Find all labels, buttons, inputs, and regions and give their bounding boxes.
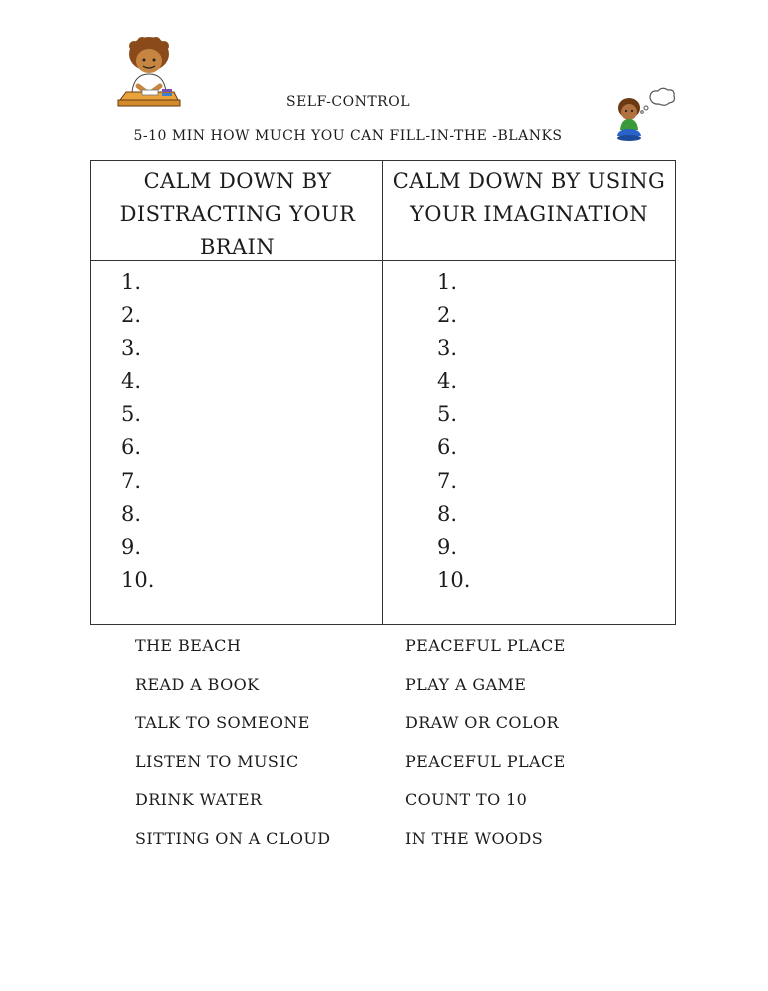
left-column-heading: CALM DOWN BY DISTRACTING YOUR BRAIN (119, 169, 356, 259)
list-item[interactable]: 5. (437, 402, 458, 427)
column-divider (382, 161, 383, 624)
list-item[interactable]: 5. (121, 402, 142, 427)
list-item[interactable]: 7. (437, 468, 458, 493)
list-item[interactable]: 2. (121, 303, 142, 328)
right-column-heading: CALM DOWN BY USING YOUR IMAGINATION (392, 169, 666, 226)
list-item[interactable]: 8. (121, 501, 142, 526)
word-bank-item: THE BEACH (135, 636, 242, 655)
word-bank-item: IN THE WOODS (405, 828, 544, 848)
list-item[interactable]: 2. (437, 303, 458, 328)
word-bank-item: DRAW OR COLOR (405, 713, 559, 733)
page-subtitle: 5-10 MIN HOW MUCH YOU CAN FILL-IN-THE -BLANKS (133, 128, 563, 144)
word-bank-item: SITTING ON A CLOUD (135, 828, 331, 848)
word-bank-item: DRINK WATER (135, 790, 263, 810)
list-item[interactable]: 9. (437, 534, 458, 559)
list-item[interactable]: 1. (437, 270, 458, 294)
left-numbered-list (121, 266, 154, 597)
word-bank-item: READ A BOOK (135, 674, 260, 694)
list-item[interactable]: 6. (121, 435, 142, 460)
word-bank-item: PEACEFUL PLACE (405, 636, 566, 655)
word-bank-item: LISTEN TO MUSIC (135, 751, 299, 771)
list-item[interactable]: 6. (437, 435, 458, 460)
word-bank-item: TALK TO SOMEONE (135, 713, 310, 733)
word-bank-right (405, 627, 566, 859)
right-numbered-list (437, 266, 470, 597)
fill-in-table (90, 160, 676, 625)
list-item[interactable]: 1. (121, 270, 142, 294)
list-item[interactable]: 3. (437, 336, 458, 361)
word-bank-item: COUNT TO 10 (405, 790, 528, 810)
list-item[interactable]: 4. (121, 369, 142, 394)
page-title: SELF-CONTROL (285, 94, 410, 110)
list-item[interactable]: 9. (121, 534, 142, 559)
list-item[interactable]: 10. (437, 567, 471, 592)
list-item[interactable]: 3. (121, 336, 142, 361)
list-item[interactable]: 8. (437, 501, 458, 526)
word-bank-item: PEACEFUL PLACE (405, 751, 566, 771)
list-item[interactable]: 10. (121, 567, 155, 592)
list-item[interactable]: 4. (437, 369, 458, 394)
word-bank-left (135, 627, 330, 859)
list-item[interactable]: 7. (121, 468, 142, 493)
word-bank-item: PLAY A GAME (405, 674, 527, 694)
